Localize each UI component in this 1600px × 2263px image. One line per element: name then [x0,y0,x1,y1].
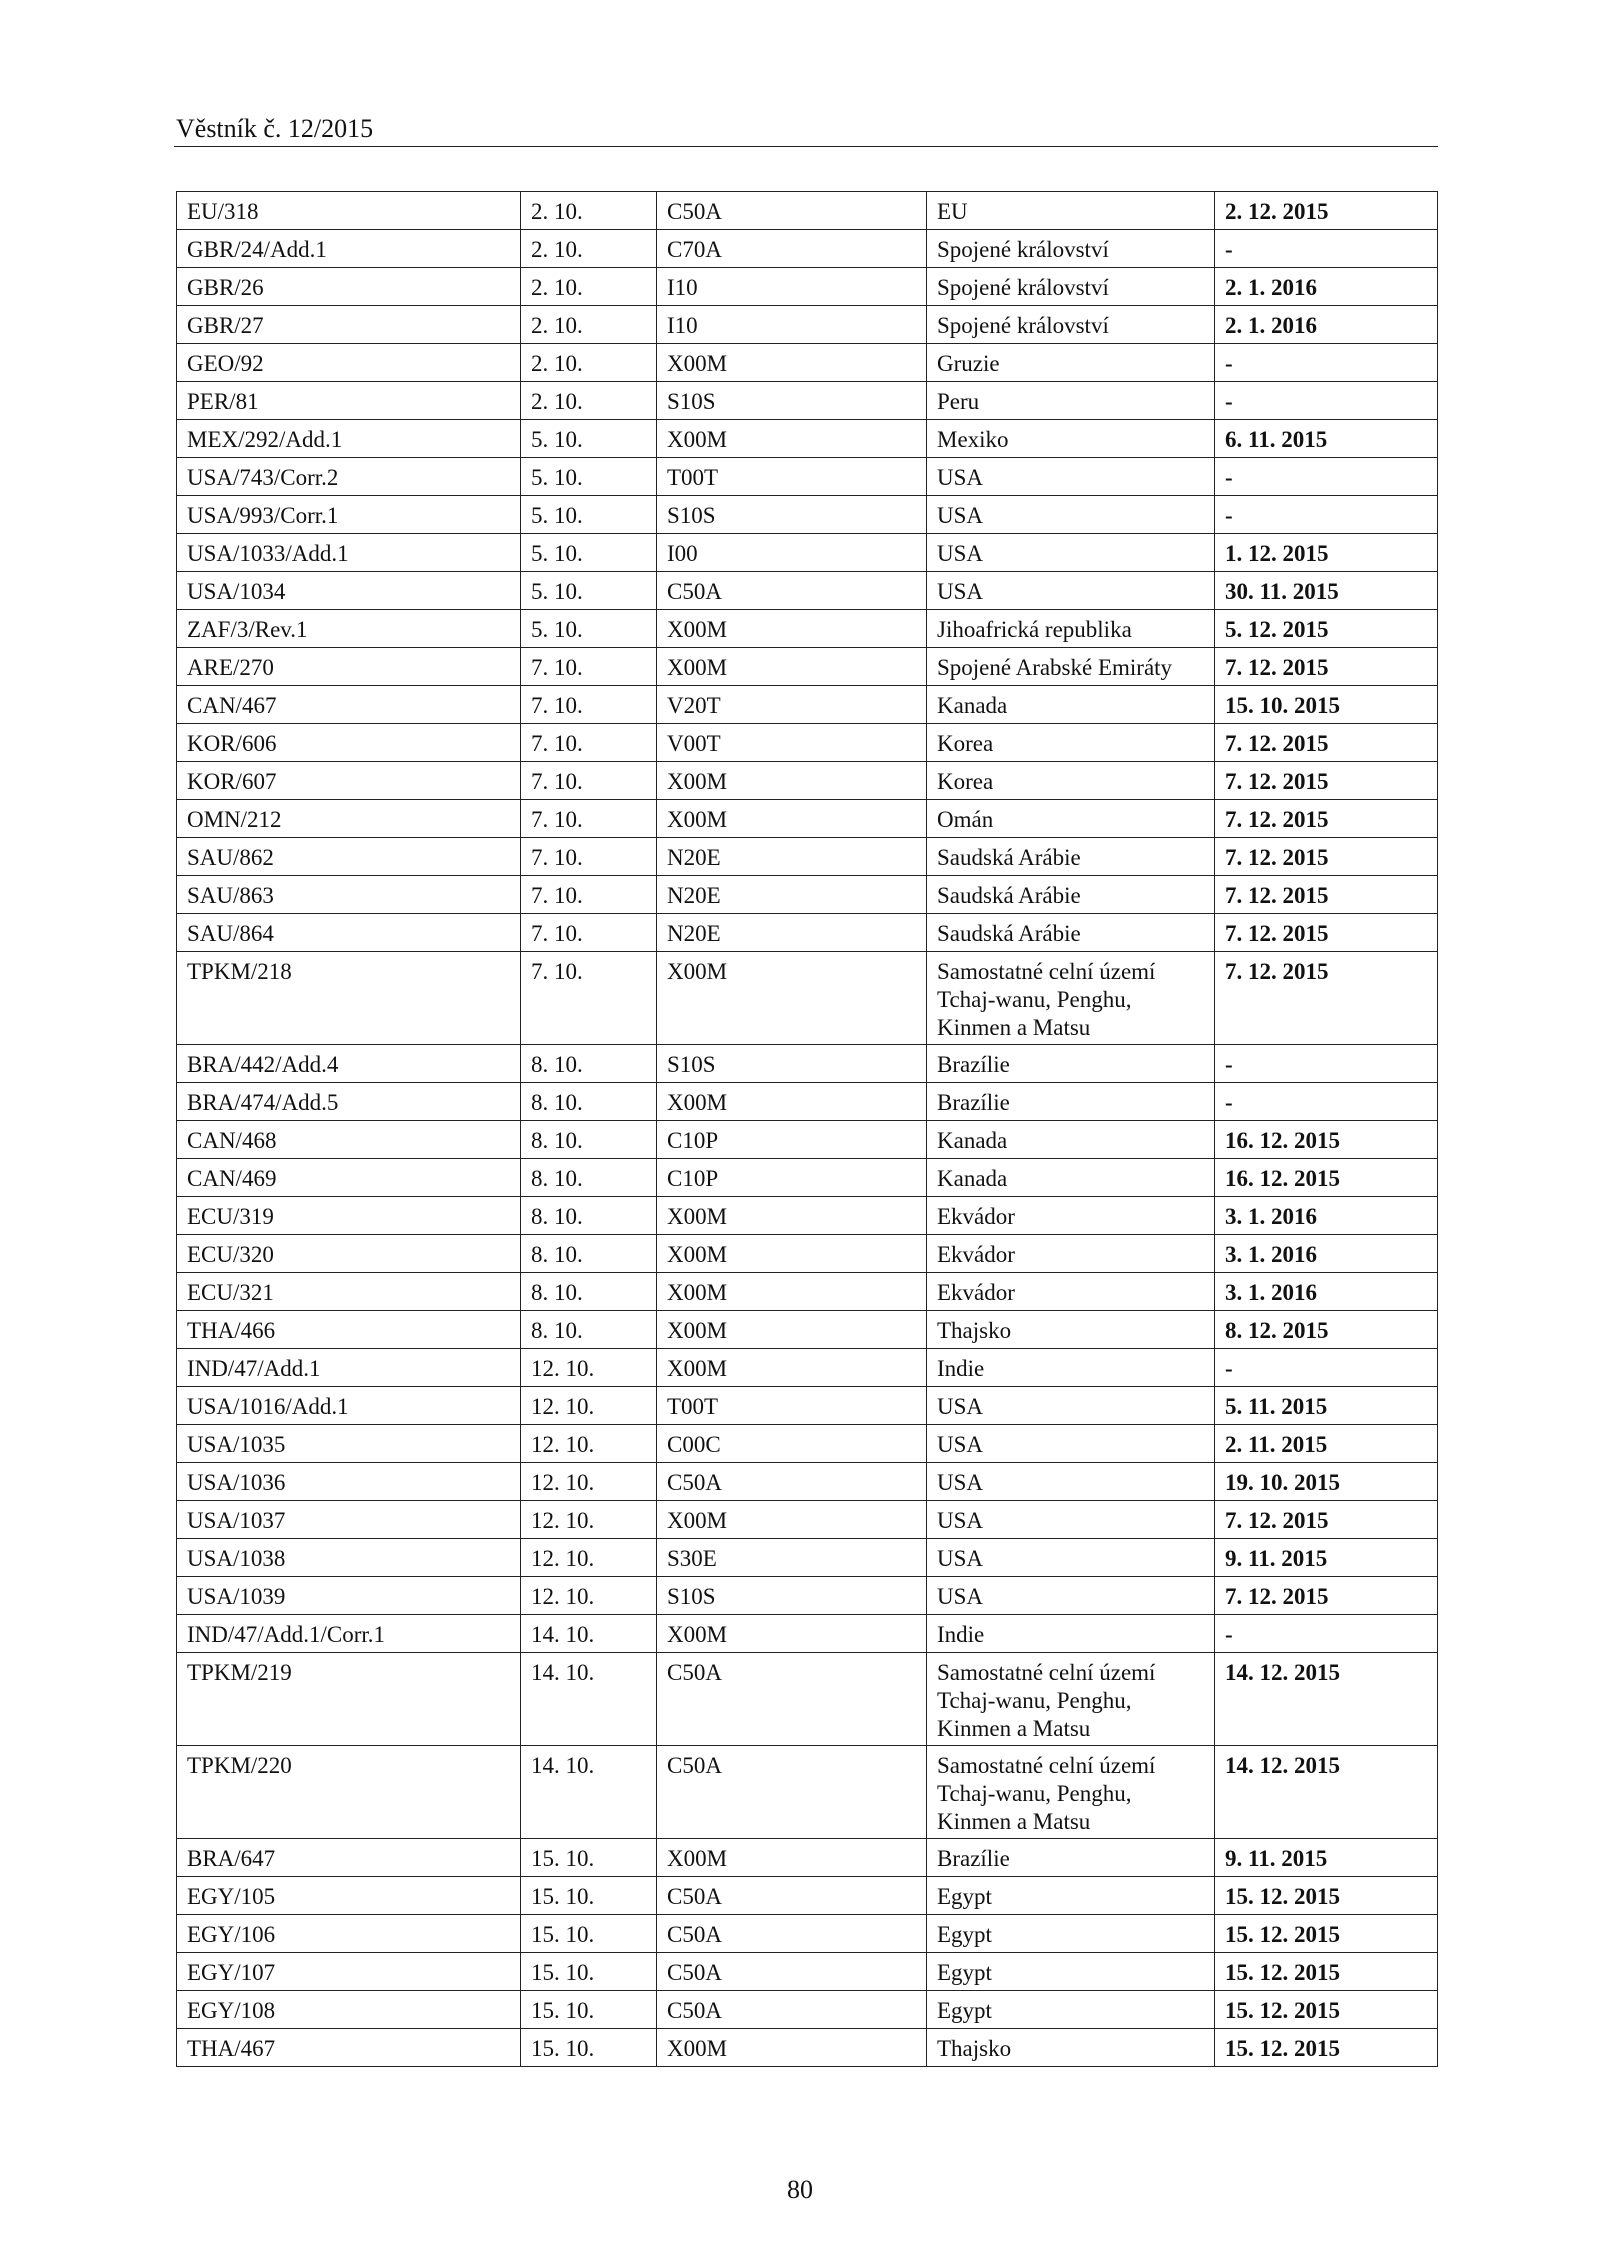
country-cell: Spojené Arabské Emiráty [927,648,1215,686]
country-cell: Spojené království [927,230,1215,268]
table-row [177,306,1438,344]
date-cell: 2. 10. [521,306,657,344]
table-row [177,1746,1438,1839]
category-code-cell: X00M [657,1501,927,1539]
document-code-cell: ECU/321 [177,1273,521,1311]
date-cell: 5. 10. [521,610,657,648]
date-cell: 7. 10. [521,800,657,838]
date-cell: 8. 10. [521,1121,657,1159]
document-code-cell: EGY/106 [177,1915,521,1953]
deadline-cell: - [1215,458,1438,496]
date-cell: 12. 10. [521,1577,657,1615]
date-cell: 2. 10. [521,382,657,420]
category-code-cell: N20E [657,914,927,952]
document-code-cell: CAN/468 [177,1121,521,1159]
document-code-cell: BRA/647 [177,1839,521,1877]
country-cell: USA [927,1501,1215,1539]
category-code-cell: I10 [657,306,927,344]
table-row [177,1463,1438,1501]
document-code-cell: USA/1033/Add.1 [177,534,521,572]
table-row [177,1121,1438,1159]
deadline-cell: 2. 12. 2015 [1215,192,1438,230]
country-cell: Egypt [927,1953,1215,1991]
category-code-cell: C50A [657,1991,927,2029]
category-code-cell: V20T [657,686,927,724]
date-cell: 12. 10. [521,1539,657,1577]
document-code-cell: SAU/863 [177,876,521,914]
date-cell: 14. 10. [521,1615,657,1653]
table-row [177,534,1438,572]
date-cell: 5. 10. [521,420,657,458]
table-row [177,762,1438,800]
document-code-cell: USA/1036 [177,1463,521,1501]
table-row [177,1387,1438,1425]
table-row [177,420,1438,458]
deadline-cell: 30. 11. 2015 [1215,572,1438,610]
deadline-cell: 5. 11. 2015 [1215,1387,1438,1425]
table-row [177,1991,1438,2029]
category-code-cell: C10P [657,1159,927,1197]
document-code-cell: SAU/862 [177,838,521,876]
deadline-cell: 7. 12. 2015 [1215,952,1438,1045]
date-cell: 7. 10. [521,648,657,686]
date-cell: 15. 10. [521,2029,657,2067]
category-code-cell: X00M [657,952,927,1045]
date-cell: 8. 10. [521,1197,657,1235]
table-row [177,1159,1438,1197]
table-row [177,458,1438,496]
document-code-cell: USA/1039 [177,1577,521,1615]
document-code-cell: TPKM/220 [177,1746,521,1839]
country-cell: Gruzie [927,344,1215,382]
table-row [177,382,1438,420]
category-code-cell: X00M [657,800,927,838]
category-code-cell: X00M [657,1349,927,1387]
table-row [177,1653,1438,1746]
document-code-cell: IND/47/Add.1/Corr.1 [177,1615,521,1653]
deadline-cell: 15. 12. 2015 [1215,2029,1438,2067]
country-cell: USA [927,496,1215,534]
deadline-cell: 2. 1. 2016 [1215,268,1438,306]
country-cell: USA [927,1425,1215,1463]
deadline-cell: 8. 12. 2015 [1215,1311,1438,1349]
country-cell: Egypt [927,1991,1215,2029]
deadline-cell: 7. 12. 2015 [1215,762,1438,800]
country-cell: Samostatné celní území Tchaj-wanu, Penghu, Kinmen a Matsu [927,1746,1215,1839]
country-cell: Saudská Arábie [927,914,1215,952]
document-code-cell: EGY/108 [177,1991,521,2029]
deadline-cell: 15. 12. 2015 [1215,1915,1438,1953]
country-cell: Egypt [927,1877,1215,1915]
table-row [177,268,1438,306]
table-row [177,610,1438,648]
date-cell: 12. 10. [521,1425,657,1463]
date-cell: 8. 10. [521,1083,657,1121]
deadline-cell: 7. 12. 2015 [1215,648,1438,686]
deadline-cell: - [1215,496,1438,534]
country-cell: Korea [927,724,1215,762]
table-row [177,1877,1438,1915]
table-row [177,1501,1438,1539]
date-cell: 5. 10. [521,534,657,572]
category-code-cell: I10 [657,268,927,306]
date-cell: 15. 10. [521,1991,657,2029]
deadline-cell: 19. 10. 2015 [1215,1463,1438,1501]
category-code-cell: X00M [657,1839,927,1877]
date-cell: 7. 10. [521,838,657,876]
document-code-cell: ECU/319 [177,1197,521,1235]
date-cell: 12. 10. [521,1463,657,1501]
date-cell: 5. 10. [521,496,657,534]
document-code-cell: USA/1037 [177,1501,521,1539]
category-code-cell: C50A [657,572,927,610]
deadline-cell: 3. 1. 2016 [1215,1235,1438,1273]
country-cell: Thajsko [927,1311,1215,1349]
category-code-cell: X00M [657,1615,927,1653]
category-code-cell: X00M [657,1311,927,1349]
date-cell: 7. 10. [521,952,657,1045]
date-cell: 15. 10. [521,1953,657,1991]
table-row [177,1311,1438,1349]
deadline-cell: - [1215,344,1438,382]
country-cell: Omán [927,800,1215,838]
document-code-cell: GBR/24/Add.1 [177,230,521,268]
deadline-cell: 16. 12. 2015 [1215,1159,1438,1197]
country-cell: Spojené království [927,268,1215,306]
deadline-cell: 7. 12. 2015 [1215,724,1438,762]
table-row [177,1839,1438,1877]
country-cell: Korea [927,762,1215,800]
deadline-cell: 16. 12. 2015 [1215,1121,1438,1159]
document-code-cell: SAU/864 [177,914,521,952]
country-cell: USA [927,1577,1215,1615]
category-code-cell: C50A [657,192,927,230]
category-code-cell: C50A [657,1915,927,1953]
table-row [177,1615,1438,1653]
date-cell: 7. 10. [521,914,657,952]
date-cell: 14. 10. [521,1653,657,1746]
deadline-cell: - [1215,1083,1438,1121]
date-cell: 2. 10. [521,268,657,306]
category-code-cell: C00C [657,1425,927,1463]
date-cell: 8. 10. [521,1273,657,1311]
deadline-cell: - [1215,230,1438,268]
table-row [177,648,1438,686]
document-code-cell: USA/1038 [177,1539,521,1577]
date-cell: 15. 10. [521,1915,657,1953]
deadline-cell: 1. 12. 2015 [1215,534,1438,572]
date-cell: 7. 10. [521,876,657,914]
document-code-cell: THA/466 [177,1311,521,1349]
date-cell: 2. 10. [521,230,657,268]
category-code-cell: X00M [657,2029,927,2067]
document-code-cell: TPKM/219 [177,1653,521,1746]
category-code-cell: X00M [657,648,927,686]
table-row [177,344,1438,382]
country-cell: Indie [927,1349,1215,1387]
deadline-cell: 7. 12. 2015 [1215,1501,1438,1539]
document-code-cell: EGY/107 [177,1953,521,1991]
document-code-cell: ARE/270 [177,648,521,686]
table-row [177,1045,1438,1083]
table-row [177,230,1438,268]
date-cell: 5. 10. [521,458,657,496]
country-cell: Mexiko [927,420,1215,458]
country-cell: Kanada [927,1121,1215,1159]
document-code-cell: TPKM/218 [177,952,521,1045]
document-code-cell: KOR/607 [177,762,521,800]
document-code-cell: IND/47/Add.1 [177,1349,521,1387]
category-code-cell: N20E [657,876,927,914]
document-code-cell: ECU/320 [177,1235,521,1273]
deadline-cell: - [1215,1349,1438,1387]
country-cell: Brazílie [927,1045,1215,1083]
country-cell: Samostatné celní území Tchaj-wanu, Penghu, Kinmen a Matsu [927,1653,1215,1746]
date-cell: 8. 10. [521,1311,657,1349]
country-cell: Saudská Arábie [927,838,1215,876]
country-cell: Brazílie [927,1839,1215,1877]
table-row [177,1235,1438,1273]
category-code-cell: S10S [657,496,927,534]
country-cell: Thajsko [927,2029,1215,2067]
country-cell: Ekvádor [927,1197,1215,1235]
deadline-cell: 7. 12. 2015 [1215,1577,1438,1615]
date-cell: 14. 10. [521,1746,657,1839]
country-cell: USA [927,1387,1215,1425]
table-row [177,838,1438,876]
country-cell: USA [927,1463,1215,1501]
country-cell: Samostatné celní území Tchaj-wanu, Penghu, Kinmen a Matsu [927,952,1215,1045]
deadline-cell: 2. 11. 2015 [1215,1425,1438,1463]
document-code-cell: THA/467 [177,2029,521,2067]
date-cell: 8. 10. [521,1045,657,1083]
page-header [174,110,1438,147]
category-code-cell: C50A [657,1463,927,1501]
table-row [177,192,1438,230]
country-cell: USA [927,534,1215,572]
country-cell: Kanada [927,1159,1215,1197]
table-row [177,1915,1438,1953]
deadline-cell: 9. 11. 2015 [1215,1539,1438,1577]
deadline-cell: 15. 10. 2015 [1215,686,1438,724]
document-code-cell: USA/743/Corr.2 [177,458,521,496]
category-code-cell: X00M [657,1083,927,1121]
category-code-cell: S30E [657,1539,927,1577]
document-code-cell: CAN/467 [177,686,521,724]
date-cell: 2. 10. [521,192,657,230]
table-row [177,1349,1438,1387]
country-cell: USA [927,1539,1215,1577]
category-code-cell: C50A [657,1746,927,1839]
journal-title: Věstník č. 12/2015 [176,114,374,143]
deadline-cell: 2. 1. 2016 [1215,306,1438,344]
category-code-cell: X00M [657,762,927,800]
table-row [177,800,1438,838]
table-row [177,572,1438,610]
category-code-cell: X00M [657,344,927,382]
category-code-cell: V00T [657,724,927,762]
table-row [177,952,1438,1045]
country-cell: Brazílie [927,1083,1215,1121]
table-row [177,1273,1438,1311]
document-code-cell: USA/1034 [177,572,521,610]
table-row [177,914,1438,952]
category-code-cell: C70A [657,230,927,268]
country-cell: Jihoafrická republika [927,610,1215,648]
country-cell: Egypt [927,1915,1215,1953]
date-cell: 7. 10. [521,762,657,800]
category-code-cell: X00M [657,1235,927,1273]
document-code-cell: USA/1035 [177,1425,521,1463]
category-code-cell: X00M [657,1197,927,1235]
deadline-cell: - [1215,1615,1438,1653]
category-code-cell: C10P [657,1121,927,1159]
date-cell: 7. 10. [521,686,657,724]
country-cell: Ekvádor [927,1235,1215,1273]
deadline-cell: 3. 1. 2016 [1215,1273,1438,1311]
category-code-cell: S10S [657,1577,927,1615]
country-cell: USA [927,458,1215,496]
deadline-cell: 15. 12. 2015 [1215,1877,1438,1915]
table-row [177,1953,1438,1991]
notification-table-body [177,192,1438,2067]
category-code-cell: X00M [657,610,927,648]
date-cell: 12. 10. [521,1501,657,1539]
notification-table [176,191,1438,2067]
category-code-cell: S10S [657,1045,927,1083]
document-code-cell: CAN/469 [177,1159,521,1197]
deadline-cell: 7. 12. 2015 [1215,838,1438,876]
deadline-cell: 6. 11. 2015 [1215,420,1438,458]
page-number: 80 [787,2175,813,2204]
table-row [177,876,1438,914]
deadline-cell: 5. 12. 2015 [1215,610,1438,648]
deadline-cell: 15. 12. 2015 [1215,1953,1438,1991]
document-code-cell: EU/318 [177,192,521,230]
table-row [177,1197,1438,1235]
table-row [177,1539,1438,1577]
deadline-cell: - [1215,382,1438,420]
table-row [177,496,1438,534]
document-code-cell: OMN/212 [177,800,521,838]
table-row [177,686,1438,724]
deadline-cell: 3. 1. 2016 [1215,1197,1438,1235]
table-row [177,724,1438,762]
document-code-cell: KOR/606 [177,724,521,762]
deadline-cell: - [1215,1045,1438,1083]
category-code-cell: C50A [657,1653,927,1746]
category-code-cell: S10S [657,382,927,420]
date-cell: 5. 10. [521,572,657,610]
deadline-cell: 15. 12. 2015 [1215,1991,1438,2029]
date-cell: 15. 10. [521,1839,657,1877]
table-row [177,1425,1438,1463]
date-cell: 8. 10. [521,1159,657,1197]
category-code-cell: I00 [657,534,927,572]
document-code-cell: GBR/27 [177,306,521,344]
deadline-cell: 9. 11. 2015 [1215,1839,1438,1877]
date-cell: 12. 10. [521,1349,657,1387]
document-code-cell: GEO/92 [177,344,521,382]
document-code-cell: GBR/26 [177,268,521,306]
date-cell: 12. 10. [521,1387,657,1425]
category-code-cell: N20E [657,838,927,876]
category-code-cell: X00M [657,1273,927,1311]
deadline-cell: 7. 12. 2015 [1215,800,1438,838]
document-code-cell: PER/81 [177,382,521,420]
deadline-cell: 7. 12. 2015 [1215,914,1438,952]
country-cell: Kanada [927,686,1215,724]
table-row [177,1083,1438,1121]
country-cell: Saudská Arábie [927,876,1215,914]
document-code-cell: USA/993/Corr.1 [177,496,521,534]
deadline-cell: 14. 12. 2015 [1215,1746,1438,1839]
date-cell: 8. 10. [521,1235,657,1273]
category-code-cell: T00T [657,458,927,496]
country-cell: Peru [927,382,1215,420]
category-code-cell: T00T [657,1387,927,1425]
document-code-cell: BRA/474/Add.5 [177,1083,521,1121]
document-code-cell: EGY/105 [177,1877,521,1915]
document-code-cell: USA/1016/Add.1 [177,1387,521,1425]
country-cell: Spojené království [927,306,1215,344]
country-cell: Indie [927,1615,1215,1653]
table-row [177,1577,1438,1615]
deadline-cell: 14. 12. 2015 [1215,1653,1438,1746]
country-cell: USA [927,572,1215,610]
date-cell: 7. 10. [521,724,657,762]
deadline-cell: 7. 12. 2015 [1215,876,1438,914]
document-code-cell: BRA/442/Add.4 [177,1045,521,1083]
document-code-cell: MEX/292/Add.1 [177,420,521,458]
category-code-cell: C50A [657,1877,927,1915]
date-cell: 15. 10. [521,1877,657,1915]
country-cell: Ekvádor [927,1273,1215,1311]
category-code-cell: C50A [657,1953,927,1991]
document-code-cell: ZAF/3/Rev.1 [177,610,521,648]
category-code-cell: X00M [657,420,927,458]
country-cell: EU [927,192,1215,230]
table-row [177,2029,1438,2067]
date-cell: 2. 10. [521,344,657,382]
